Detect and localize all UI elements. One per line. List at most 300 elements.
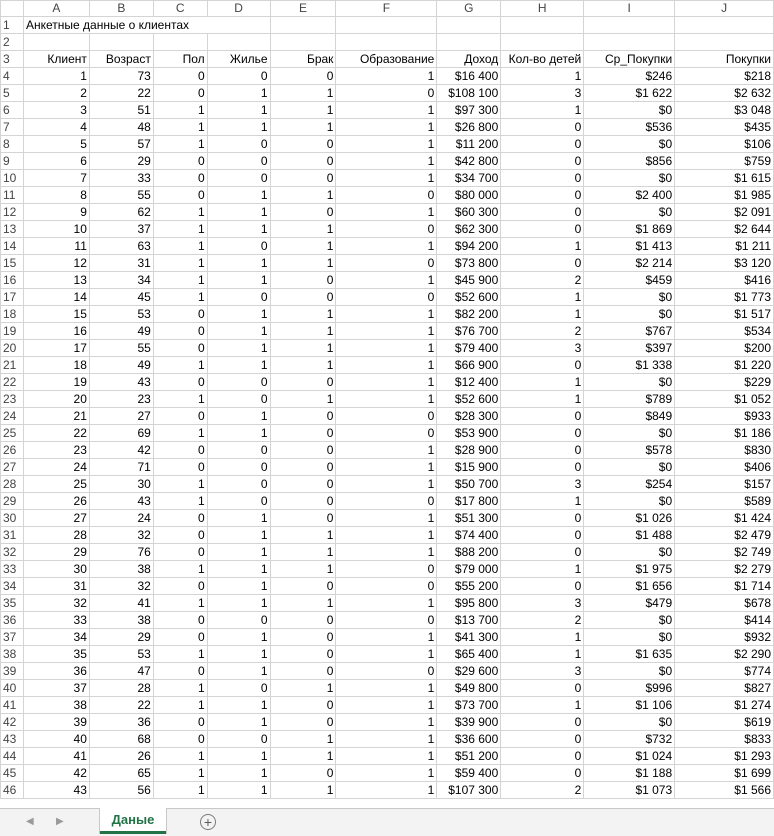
cell[interactable]: 1 bbox=[270, 306, 336, 323]
cell[interactable]: 1 bbox=[153, 561, 207, 578]
row-header[interactable]: 23 bbox=[1, 391, 24, 408]
cell[interactable]: $0 bbox=[584, 425, 675, 442]
cell[interactable]: $11 200 bbox=[437, 136, 501, 153]
cell[interactable]: 0 bbox=[336, 561, 437, 578]
row-header[interactable]: 27 bbox=[1, 459, 24, 476]
cell[interactable] bbox=[336, 17, 437, 34]
cell[interactable]: 49 bbox=[89, 357, 153, 374]
cell[interactable]: $2 290 bbox=[675, 646, 774, 663]
column-header[interactable]: J bbox=[675, 1, 774, 17]
cell[interactable]: 1 bbox=[270, 221, 336, 238]
cell[interactable]: $774 bbox=[675, 663, 774, 680]
cell[interactable]: 0 bbox=[270, 289, 336, 306]
cell[interactable]: 0 bbox=[153, 731, 207, 748]
cell[interactable]: $1 106 bbox=[584, 697, 675, 714]
cell[interactable]: $2 214 bbox=[584, 255, 675, 272]
cell[interactable]: $1 186 bbox=[675, 425, 774, 442]
cell[interactable] bbox=[23, 34, 89, 51]
row-header[interactable]: 19 bbox=[1, 323, 24, 340]
cell[interactable]: 9 bbox=[23, 204, 89, 221]
cell[interactable]: 1 bbox=[336, 374, 437, 391]
cell[interactable]: 35 bbox=[23, 646, 89, 663]
row-header[interactable]: 37 bbox=[1, 629, 24, 646]
cell[interactable]: 1 bbox=[153, 697, 207, 714]
cell[interactable]: $73 700 bbox=[437, 697, 501, 714]
cell[interactable]: 1 bbox=[207, 119, 270, 136]
cell[interactable]: 0 bbox=[501, 765, 584, 782]
cell[interactable]: $52 600 bbox=[437, 289, 501, 306]
cell[interactable]: 0 bbox=[336, 221, 437, 238]
cell[interactable]: $65 400 bbox=[437, 646, 501, 663]
row-header[interactable]: 18 bbox=[1, 306, 24, 323]
cell[interactable]: $107 300 bbox=[437, 782, 501, 799]
cell[interactable] bbox=[584, 34, 675, 51]
cell[interactable]: $619 bbox=[675, 714, 774, 731]
cell[interactable]: 1 bbox=[207, 595, 270, 612]
cell[interactable]: $82 200 bbox=[437, 306, 501, 323]
cell[interactable] bbox=[89, 34, 153, 51]
field-header-cell[interactable]: Покупки bbox=[675, 51, 774, 68]
cell[interactable]: 1 bbox=[153, 119, 207, 136]
sheet-tab-active[interactable]: Даные bbox=[100, 808, 166, 834]
cell[interactable]: 1 bbox=[501, 697, 584, 714]
cell[interactable]: $0 bbox=[584, 136, 675, 153]
cell[interactable]: $1 293 bbox=[675, 748, 774, 765]
row-header[interactable]: 10 bbox=[1, 170, 24, 187]
cell[interactable] bbox=[501, 17, 584, 34]
cell[interactable]: 14 bbox=[23, 289, 89, 306]
cell[interactable]: $1 274 bbox=[675, 697, 774, 714]
cell[interactable]: $1 073 bbox=[584, 782, 675, 799]
cell[interactable]: 0 bbox=[501, 136, 584, 153]
cell[interactable]: 43 bbox=[89, 493, 153, 510]
cell[interactable]: 1 bbox=[207, 697, 270, 714]
cell[interactable]: $849 bbox=[584, 408, 675, 425]
cell[interactable]: $157 bbox=[675, 476, 774, 493]
cell[interactable]: 22 bbox=[89, 697, 153, 714]
cell[interactable]: 0 bbox=[270, 374, 336, 391]
cell[interactable]: 1 bbox=[336, 340, 437, 357]
cell[interactable]: 1 bbox=[207, 272, 270, 289]
cell[interactable]: 0 bbox=[153, 612, 207, 629]
cell[interactable]: $2 400 bbox=[584, 187, 675, 204]
field-header-cell[interactable]: Кол-во детей bbox=[501, 51, 584, 68]
cell[interactable]: 1 bbox=[336, 510, 437, 527]
cell[interactable]: 0 bbox=[153, 663, 207, 680]
cell[interactable]: 1 bbox=[153, 595, 207, 612]
row-header[interactable]: 4 bbox=[1, 68, 24, 85]
cell[interactable]: 1 bbox=[336, 459, 437, 476]
cell[interactable]: 1 bbox=[270, 187, 336, 204]
cell[interactable]: 41 bbox=[23, 748, 89, 765]
cell[interactable]: 7 bbox=[23, 170, 89, 187]
cell[interactable]: 0 bbox=[501, 255, 584, 272]
cell[interactable]: $789 bbox=[584, 391, 675, 408]
cell[interactable]: $1 188 bbox=[584, 765, 675, 782]
cell[interactable]: 1 bbox=[501, 238, 584, 255]
cell[interactable]: 1 bbox=[207, 102, 270, 119]
cell[interactable]: 20 bbox=[23, 391, 89, 408]
cell[interactable]: 1 bbox=[336, 102, 437, 119]
cell[interactable]: 0 bbox=[270, 612, 336, 629]
cell[interactable]: 1 bbox=[207, 85, 270, 102]
row-header[interactable]: 13 bbox=[1, 221, 24, 238]
cell[interactable]: 1 bbox=[153, 255, 207, 272]
cell[interactable]: 0 bbox=[153, 340, 207, 357]
cell[interactable]: 68 bbox=[89, 731, 153, 748]
cell[interactable]: 1 bbox=[207, 629, 270, 646]
cell[interactable]: 27 bbox=[89, 408, 153, 425]
cell[interactable]: 55 bbox=[89, 187, 153, 204]
cell[interactable]: $2 091 bbox=[675, 204, 774, 221]
cell[interactable]: $0 bbox=[584, 544, 675, 561]
field-header-cell[interactable]: Ср_Покупки bbox=[584, 51, 675, 68]
cell[interactable]: $1 615 bbox=[675, 170, 774, 187]
cell[interactable]: 0 bbox=[207, 289, 270, 306]
cell[interactable]: $254 bbox=[584, 476, 675, 493]
cell[interactable]: $397 bbox=[584, 340, 675, 357]
cell[interactable]: 27 bbox=[23, 510, 89, 527]
column-header[interactable]: A bbox=[23, 1, 89, 17]
cell[interactable]: 1 bbox=[207, 544, 270, 561]
column-header[interactable]: B bbox=[89, 1, 153, 17]
cell[interactable]: $1 026 bbox=[584, 510, 675, 527]
triangle-right-icon[interactable]: ▶ bbox=[56, 816, 64, 827]
cell[interactable]: $42 800 bbox=[437, 153, 501, 170]
cell[interactable]: 1 bbox=[501, 306, 584, 323]
field-header-cell[interactable]: Доход bbox=[437, 51, 501, 68]
cell[interactable]: 1 bbox=[153, 204, 207, 221]
row-header[interactable]: 40 bbox=[1, 680, 24, 697]
row-header[interactable]: 1 bbox=[1, 17, 24, 34]
cell[interactable]: $41 300 bbox=[437, 629, 501, 646]
row-header[interactable]: 46 bbox=[1, 782, 24, 799]
cell[interactable]: 76 bbox=[89, 544, 153, 561]
cell[interactable]: 1 bbox=[270, 527, 336, 544]
cell[interactable]: 36 bbox=[89, 714, 153, 731]
cell[interactable]: 1 bbox=[207, 255, 270, 272]
cell[interactable] bbox=[675, 34, 774, 51]
cell[interactable]: 31 bbox=[23, 578, 89, 595]
row-header[interactable]: 41 bbox=[1, 697, 24, 714]
cell[interactable]: 1 bbox=[153, 102, 207, 119]
cell[interactable]: 13 bbox=[23, 272, 89, 289]
column-header[interactable]: E bbox=[270, 1, 336, 17]
row-header[interactable]: 22 bbox=[1, 374, 24, 391]
cell[interactable]: 1 bbox=[153, 765, 207, 782]
cell[interactable]: 2 bbox=[501, 272, 584, 289]
row-header[interactable]: 11 bbox=[1, 187, 24, 204]
cell[interactable]: 1 bbox=[336, 170, 437, 187]
cell[interactable]: 1 bbox=[207, 663, 270, 680]
cell[interactable]: $416 bbox=[675, 272, 774, 289]
cell[interactable]: 1 bbox=[153, 289, 207, 306]
cell[interactable]: 1 bbox=[207, 748, 270, 765]
cell[interactable] bbox=[207, 34, 270, 51]
cell[interactable]: 42 bbox=[89, 442, 153, 459]
cell[interactable]: 33 bbox=[23, 612, 89, 629]
row-header[interactable]: 7 bbox=[1, 119, 24, 136]
cell[interactable]: $0 bbox=[584, 612, 675, 629]
cell[interactable]: 0 bbox=[270, 697, 336, 714]
cell[interactable]: 0 bbox=[153, 323, 207, 340]
cell[interactable]: $51 300 bbox=[437, 510, 501, 527]
cell[interactable]: 73 bbox=[89, 68, 153, 85]
cell[interactable]: 57 bbox=[89, 136, 153, 153]
cell[interactable]: 1 bbox=[501, 102, 584, 119]
cell[interactable]: $856 bbox=[584, 153, 675, 170]
cell[interactable]: 43 bbox=[89, 374, 153, 391]
cell[interactable]: 0 bbox=[336, 578, 437, 595]
cell[interactable]: 0 bbox=[207, 136, 270, 153]
cell[interactable]: 31 bbox=[89, 255, 153, 272]
cell[interactable]: 36 bbox=[23, 663, 89, 680]
plus-circle-icon[interactable]: + bbox=[200, 814, 216, 830]
cell[interactable]: 1 bbox=[501, 68, 584, 85]
cell[interactable]: $0 bbox=[584, 306, 675, 323]
cell[interactable]: 53 bbox=[89, 306, 153, 323]
cell[interactable]: 0 bbox=[501, 187, 584, 204]
cell[interactable]: 23 bbox=[89, 391, 153, 408]
cell[interactable]: 1 bbox=[207, 714, 270, 731]
cell[interactable]: 1 bbox=[153, 391, 207, 408]
cell[interactable]: 3 bbox=[23, 102, 89, 119]
cell[interactable]: 1 bbox=[336, 323, 437, 340]
cell[interactable]: 1 bbox=[153, 272, 207, 289]
cell[interactable]: 1 bbox=[501, 561, 584, 578]
cell[interactable]: $1 773 bbox=[675, 289, 774, 306]
cell[interactable]: 1 bbox=[336, 629, 437, 646]
cell[interactable]: 1 bbox=[336, 680, 437, 697]
cell[interactable]: 1 bbox=[270, 748, 336, 765]
row-header[interactable]: 17 bbox=[1, 289, 24, 306]
cell[interactable]: 39 bbox=[23, 714, 89, 731]
cell[interactable]: 0 bbox=[501, 408, 584, 425]
cell[interactable]: 2 bbox=[501, 323, 584, 340]
column-header[interactable]: H bbox=[501, 1, 584, 17]
cell[interactable]: 0 bbox=[336, 408, 437, 425]
cell[interactable] bbox=[153, 34, 207, 51]
column-header[interactable]: C bbox=[153, 1, 207, 17]
cell[interactable]: 1 bbox=[270, 238, 336, 255]
row-header[interactable]: 35 bbox=[1, 595, 24, 612]
cell[interactable]: 0 bbox=[153, 170, 207, 187]
cell[interactable]: 3 bbox=[501, 476, 584, 493]
cell[interactable]: 33 bbox=[89, 170, 153, 187]
cell[interactable]: 0 bbox=[270, 476, 336, 493]
cell[interactable]: $3 120 bbox=[675, 255, 774, 272]
sheet-title-cell[interactable]: Анкетные данные о клиентах bbox=[23, 17, 270, 34]
cell[interactable]: 0 bbox=[207, 238, 270, 255]
cell[interactable]: $933 bbox=[675, 408, 774, 425]
cell[interactable]: 0 bbox=[501, 731, 584, 748]
field-header-cell[interactable]: Клиент bbox=[23, 51, 89, 68]
cell[interactable]: $36 600 bbox=[437, 731, 501, 748]
cell[interactable]: 1 bbox=[501, 629, 584, 646]
row-header[interactable]: 8 bbox=[1, 136, 24, 153]
cell[interactable]: 0 bbox=[336, 255, 437, 272]
cell[interactable]: 0 bbox=[207, 68, 270, 85]
cell[interactable]: 34 bbox=[23, 629, 89, 646]
cell[interactable]: $678 bbox=[675, 595, 774, 612]
cell[interactable]: $74 400 bbox=[437, 527, 501, 544]
cell[interactable]: 1 bbox=[270, 323, 336, 340]
cell[interactable]: $536 bbox=[584, 119, 675, 136]
cell[interactable]: 1 bbox=[207, 408, 270, 425]
cell[interactable]: $827 bbox=[675, 680, 774, 697]
cell[interactable]: 28 bbox=[89, 680, 153, 697]
cell[interactable]: $62 300 bbox=[437, 221, 501, 238]
row-header[interactable]: 15 bbox=[1, 255, 24, 272]
cell[interactable]: 1 bbox=[501, 391, 584, 408]
cell[interactable]: 26 bbox=[23, 493, 89, 510]
row-header[interactable]: 39 bbox=[1, 663, 24, 680]
cell[interactable]: 1 bbox=[207, 527, 270, 544]
cell[interactable]: 1 bbox=[153, 646, 207, 663]
cell[interactable] bbox=[675, 17, 774, 34]
cell[interactable]: 1 bbox=[336, 544, 437, 561]
cell[interactable]: 32 bbox=[89, 527, 153, 544]
cell[interactable]: 0 bbox=[501, 153, 584, 170]
cell[interactable]: $95 800 bbox=[437, 595, 501, 612]
cell[interactable]: 56 bbox=[89, 782, 153, 799]
cell[interactable]: 0 bbox=[501, 425, 584, 442]
cell[interactable]: $1 635 bbox=[584, 646, 675, 663]
cell[interactable]: $414 bbox=[675, 612, 774, 629]
cell[interactable]: 0 bbox=[336, 425, 437, 442]
field-header-cell[interactable]: Образование bbox=[336, 51, 437, 68]
cell[interactable]: 1 bbox=[207, 646, 270, 663]
row-header[interactable]: 34 bbox=[1, 578, 24, 595]
cell[interactable]: 16 bbox=[23, 323, 89, 340]
cell[interactable]: 0 bbox=[270, 493, 336, 510]
cell[interactable]: 38 bbox=[23, 697, 89, 714]
cell[interactable]: 0 bbox=[336, 663, 437, 680]
cell[interactable]: $28 900 bbox=[437, 442, 501, 459]
cell[interactable]: 12 bbox=[23, 255, 89, 272]
cell[interactable]: $0 bbox=[584, 102, 675, 119]
cell[interactable]: 26 bbox=[89, 748, 153, 765]
cell[interactable]: 1 bbox=[336, 731, 437, 748]
cell[interactable]: $15 900 bbox=[437, 459, 501, 476]
cell[interactable]: $17 800 bbox=[437, 493, 501, 510]
cell[interactable]: 69 bbox=[89, 425, 153, 442]
cell[interactable]: $996 bbox=[584, 680, 675, 697]
cell[interactable]: 6 bbox=[23, 153, 89, 170]
cell[interactable]: 5 bbox=[23, 136, 89, 153]
cell[interactable]: $767 bbox=[584, 323, 675, 340]
cell[interactable]: 1 bbox=[336, 748, 437, 765]
cell[interactable]: 1 bbox=[336, 714, 437, 731]
cell[interactable]: 0 bbox=[501, 544, 584, 561]
cell[interactable]: 2 bbox=[501, 782, 584, 799]
cell[interactable]: 1 bbox=[153, 136, 207, 153]
cell[interactable]: 0 bbox=[207, 476, 270, 493]
cell[interactable]: 1 bbox=[207, 765, 270, 782]
row-header[interactable]: 32 bbox=[1, 544, 24, 561]
cell[interactable]: 1 bbox=[270, 731, 336, 748]
row-header[interactable]: 14 bbox=[1, 238, 24, 255]
cell[interactable]: 3 bbox=[501, 595, 584, 612]
row-header[interactable]: 12 bbox=[1, 204, 24, 221]
cell[interactable]: 37 bbox=[23, 680, 89, 697]
cell[interactable]: $0 bbox=[584, 629, 675, 646]
field-header-cell[interactable]: Брак bbox=[270, 51, 336, 68]
cell[interactable] bbox=[270, 17, 336, 34]
cell[interactable]: 0 bbox=[270, 170, 336, 187]
cell[interactable]: 1 bbox=[207, 323, 270, 340]
row-header[interactable]: 6 bbox=[1, 102, 24, 119]
cell[interactable]: $406 bbox=[675, 459, 774, 476]
cell[interactable]: 0 bbox=[501, 527, 584, 544]
cell[interactable]: 0 bbox=[501, 119, 584, 136]
cell[interactable]: 0 bbox=[501, 578, 584, 595]
column-header[interactable]: F bbox=[336, 1, 437, 17]
row-header[interactable]: 31 bbox=[1, 527, 24, 544]
cell[interactable]: 0 bbox=[270, 153, 336, 170]
column-header[interactable]: I bbox=[584, 1, 675, 17]
cell[interactable]: $0 bbox=[584, 374, 675, 391]
cell[interactable]: $26 800 bbox=[437, 119, 501, 136]
cell[interactable]: $1 714 bbox=[675, 578, 774, 595]
cell[interactable]: 0 bbox=[207, 680, 270, 697]
cell[interactable]: 0 bbox=[153, 578, 207, 595]
row-header[interactable]: 5 bbox=[1, 85, 24, 102]
cell[interactable]: 1 bbox=[336, 153, 437, 170]
cell[interactable]: 0 bbox=[270, 714, 336, 731]
cell[interactable]: 1 bbox=[270, 561, 336, 578]
cell[interactable]: $16 400 bbox=[437, 68, 501, 85]
cell[interactable]: $479 bbox=[584, 595, 675, 612]
cell[interactable]: 1 bbox=[336, 272, 437, 289]
cell[interactable]: $12 400 bbox=[437, 374, 501, 391]
cell[interactable]: $1 024 bbox=[584, 748, 675, 765]
cell[interactable]: $106 bbox=[675, 136, 774, 153]
cell[interactable]: 29 bbox=[89, 153, 153, 170]
cell[interactable]: 0 bbox=[153, 442, 207, 459]
cell[interactable]: $2 279 bbox=[675, 561, 774, 578]
cell[interactable]: 29 bbox=[23, 544, 89, 561]
cell[interactable]: $108 100 bbox=[437, 85, 501, 102]
cell[interactable]: $218 bbox=[675, 68, 774, 85]
cell[interactable]: 1 bbox=[336, 442, 437, 459]
row-header[interactable]: 28 bbox=[1, 476, 24, 493]
cell[interactable]: 1 bbox=[207, 782, 270, 799]
cell[interactable]: 0 bbox=[336, 289, 437, 306]
cell[interactable]: 1 bbox=[336, 527, 437, 544]
cell[interactable]: 1 bbox=[336, 697, 437, 714]
cell[interactable]: 0 bbox=[207, 153, 270, 170]
row-header[interactable]: 21 bbox=[1, 357, 24, 374]
cell[interactable]: $1 622 bbox=[584, 85, 675, 102]
cell[interactable] bbox=[437, 34, 501, 51]
cell[interactable]: 1 bbox=[153, 493, 207, 510]
cell[interactable]: $73 800 bbox=[437, 255, 501, 272]
cell[interactable]: 0 bbox=[270, 765, 336, 782]
cell[interactable]: $34 700 bbox=[437, 170, 501, 187]
cell[interactable]: 1 bbox=[153, 425, 207, 442]
cell[interactable]: $1 869 bbox=[584, 221, 675, 238]
row-header[interactable]: 24 bbox=[1, 408, 24, 425]
cell[interactable]: 1 bbox=[270, 340, 336, 357]
cell[interactable]: 0 bbox=[153, 510, 207, 527]
cell[interactable]: $66 900 bbox=[437, 357, 501, 374]
row-header[interactable]: 3 bbox=[1, 51, 24, 68]
cell[interactable]: 1 bbox=[270, 357, 336, 374]
row-header[interactable]: 42 bbox=[1, 714, 24, 731]
cell[interactable]: 1 bbox=[207, 340, 270, 357]
cell[interactable]: 0 bbox=[501, 714, 584, 731]
